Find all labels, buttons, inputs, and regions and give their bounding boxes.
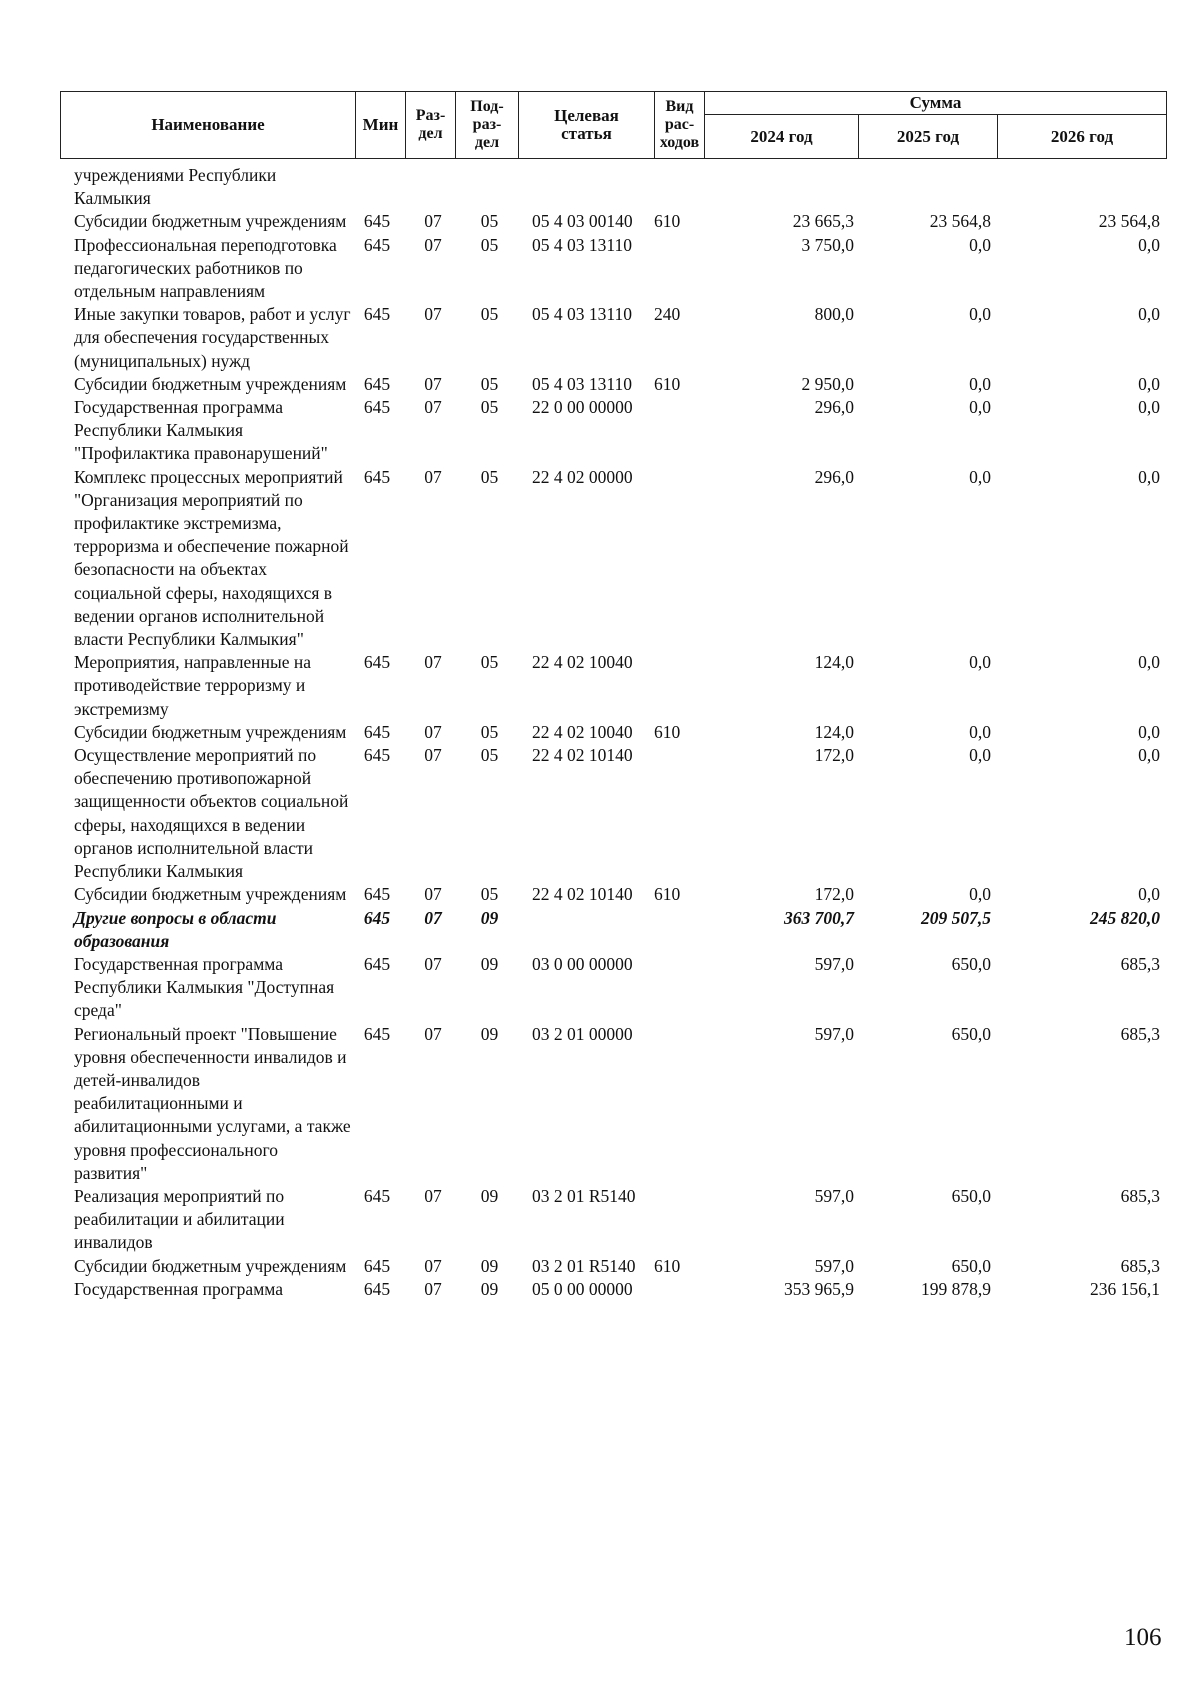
table-row — [60, 1185, 1166, 1255]
row-name: Субсидии бюджетным учреждениям — [74, 211, 347, 232]
header-razdel — [406, 92, 456, 159]
row-min: 645 — [363, 745, 391, 766]
row-razdel: 07 — [424, 234, 442, 255]
row-razdel: 07 — [424, 1023, 442, 1044]
row-sum-2026: 685,3 — [1120, 1023, 1160, 1044]
row-target-article: 03 2 01 R5140 — [532, 1255, 636, 1276]
row-expense-type — [654, 907, 704, 953]
row-min: 645 — [363, 1185, 391, 1206]
table-row — [60, 396, 1166, 466]
row-name: Профессиональная переподготовка педагогических работников по отдельным направлениям — [74, 234, 337, 302]
row-name: Субсидии бюджетным учреждениям — [74, 721, 347, 742]
row-expense-type: 610 — [654, 884, 681, 905]
row-expense-type — [654, 164, 704, 210]
row-podrazdel: 09 — [480, 953, 499, 974]
row-name: Субсидии бюджетным учреждениям — [74, 884, 347, 905]
row-podrazdel: 05 — [480, 211, 499, 232]
row-razdel: 07 — [424, 1255, 442, 1276]
row-razdel: 07 — [424, 373, 442, 394]
row-min: 645 — [363, 884, 391, 905]
row-expense-type — [654, 953, 704, 1023]
row-razdel: 07 — [424, 397, 442, 418]
row-name: Государственная программа — [74, 1278, 283, 1299]
row-podrazdel: 05 — [480, 397, 499, 418]
row-sum-2024: 2 950,0 — [801, 373, 854, 394]
row-razdel: 07 — [424, 1185, 442, 1206]
row-expense-type — [654, 651, 704, 721]
header-target-line2: статья — [561, 124, 612, 143]
row-target-article: 05 4 03 13110 — [532, 304, 632, 325]
row-min: 645 — [363, 907, 391, 928]
row-razdel: 07 — [424, 466, 442, 487]
table-row — [60, 907, 1166, 953]
table-row — [60, 953, 1166, 1023]
row-target-article: 03 2 01 R5140 — [532, 1185, 636, 1206]
row-expense-type — [654, 396, 704, 466]
row-sum-2025: 0,0 — [969, 745, 991, 766]
row-sum-2024: 172,0 — [814, 884, 854, 905]
row-sum-2025: 0,0 — [969, 304, 991, 325]
row-expense-type — [654, 1023, 704, 1185]
row-name: Другие вопросы в области образования — [74, 907, 277, 951]
row-sum-2025: 209 507,5 — [921, 907, 991, 928]
row-sum-2025: 650,0 — [951, 1255, 991, 1276]
row-sum-2025: 0,0 — [969, 234, 991, 255]
row-podrazdel: 05 — [480, 234, 499, 255]
row-podrazdel: 09 — [480, 1185, 499, 1206]
row-sum-2025: 0,0 — [969, 397, 991, 418]
row-sum-2025: 650,0 — [951, 1023, 991, 1044]
row-sum-2025: 23 564,8 — [929, 211, 991, 232]
row-sum-2026: 0,0 — [1138, 234, 1160, 255]
row-podrazdel: 05 — [480, 466, 499, 487]
row-min: 645 — [363, 211, 391, 232]
row-sum-2026: 0,0 — [1138, 745, 1160, 766]
row-expense-type: 240 — [654, 304, 681, 325]
row-min: 645 — [363, 234, 391, 255]
row-sum-2024: 23 665,3 — [792, 211, 854, 232]
header-podrazdel-line1: Под- — [470, 98, 504, 115]
row-sum-2025: 650,0 — [951, 1185, 991, 1206]
row-sum-2025: 199 878,9 — [921, 1278, 991, 1299]
row-sum-2026: 0,0 — [1138, 652, 1160, 673]
row-razdel — [405, 164, 455, 210]
table-row — [60, 164, 1166, 210]
table-row — [60, 466, 1166, 652]
row-name: Субсидии бюджетным учреждениям — [74, 373, 347, 394]
table-row — [60, 1278, 1166, 1301]
header-2026: 2026 год — [998, 115, 1167, 159]
row-sum-2026: 0,0 — [1138, 721, 1160, 742]
row-sum-2026: 685,3 — [1120, 953, 1160, 974]
row-name: Государственная программа Республики Калмыкия "Доступная среда" — [74, 953, 335, 1021]
row-expense-type — [654, 466, 704, 652]
row-razdel: 07 — [424, 652, 442, 673]
row-min: 645 — [363, 373, 391, 394]
row-min: 645 — [363, 652, 391, 673]
row-sum-2025 — [858, 164, 997, 210]
row-expense-type: 610 — [654, 1255, 681, 1276]
row-expense-type — [654, 1185, 704, 1255]
row-sum-2024: 3 750,0 — [801, 234, 854, 255]
row-name: Субсидии бюджетным учреждениям — [74, 1255, 347, 1276]
table-row — [60, 210, 1166, 233]
header-vid-line3: ходов — [659, 134, 700, 151]
header-razdel-line2: дел — [418, 125, 443, 142]
row-razdel: 07 — [424, 211, 442, 232]
header-podrazdel — [456, 92, 519, 159]
table-body — [60, 164, 1166, 1301]
header-2024: 2024 год — [705, 115, 859, 159]
row-podrazdel: 05 — [480, 745, 499, 766]
row-sum-2024: 353 965,9 — [784, 1278, 854, 1299]
row-sum-2024: 597,0 — [814, 1255, 854, 1276]
row-target-article: 22 4 02 10140 — [532, 745, 633, 766]
row-sum-2024: 296,0 — [814, 466, 854, 487]
row-name: Иные закупки товаров, работ и услуг для обеспечения государственных (муниципальных) нужд — [74, 304, 351, 371]
table-row — [60, 744, 1166, 883]
row-sum-2026: 0,0 — [1138, 466, 1160, 487]
row-sum-2025: 0,0 — [969, 373, 991, 394]
header-name: Наименование — [61, 92, 356, 159]
row-podrazdel: 09 — [480, 1023, 499, 1044]
row-sum-2026: 236 156,1 — [1090, 1278, 1160, 1299]
row-min: 645 — [363, 1255, 391, 1276]
row-expense-type: 610 — [654, 211, 681, 232]
row-sum-2024: 363 700,7 — [784, 907, 854, 928]
row-sum-2026: 0,0 — [1138, 884, 1160, 905]
row-sum-2024: 597,0 — [814, 1023, 854, 1044]
row-razdel: 07 — [424, 907, 442, 928]
header-target-line1: Целевая — [554, 106, 619, 125]
table-row — [60, 1255, 1166, 1278]
row-sum-2026: 0,0 — [1138, 304, 1160, 325]
header-podrazdel-line2: раз- — [472, 116, 502, 133]
row-target-article: 05 4 03 13110 — [532, 234, 632, 255]
row-min: 645 — [363, 1278, 391, 1299]
table-row — [60, 1023, 1166, 1185]
row-min — [355, 164, 405, 210]
row-target-article: 22 4 02 10040 — [532, 652, 633, 673]
header-vid — [655, 92, 705, 159]
header-2025: 2025 год — [859, 115, 998, 159]
header-podrazdel-line3: дел — [474, 134, 500, 151]
table-row — [60, 303, 1166, 373]
row-sum-2026: 245 820,0 — [1090, 907, 1160, 928]
row-sum-2026: 685,3 — [1120, 1185, 1160, 1206]
row-sum-2026: 0,0 — [1138, 373, 1160, 394]
row-expense-type: 610 — [654, 721, 681, 742]
page-number: 106 — [1124, 1624, 1162, 1651]
row-podrazdel — [455, 164, 518, 210]
row-expense-type — [654, 744, 704, 883]
row-name: Реализация мероприятий по реабилитации и абилитации инвалидов — [74, 1185, 285, 1253]
row-razdel: 07 — [424, 745, 442, 766]
table-row — [60, 234, 1166, 304]
row-target-article — [518, 164, 654, 210]
header-vid-line1: Вид — [665, 98, 694, 115]
row-expense-type — [654, 234, 704, 304]
row-razdel: 07 — [424, 721, 442, 742]
table-row — [60, 651, 1166, 721]
row-sum-2024: 172,0 — [814, 745, 854, 766]
row-min: 645 — [363, 397, 391, 418]
row-min: 645 — [363, 466, 391, 487]
row-sum-2024: 296,0 — [814, 397, 854, 418]
row-target-article: 03 2 01 00000 — [532, 1023, 633, 1044]
header-vid-line2: рас- — [664, 116, 695, 133]
row-podrazdel: 09 — [480, 907, 499, 928]
row-name: Государственная программа Республики Калмыкия "Профилактика правонарушений" — [74, 397, 328, 464]
row-sum-2025: 0,0 — [969, 652, 991, 673]
row-name: Комплекс процессных мероприятий "Организация мероприятий по профилактике экстремизма, терроризма и обеспечение пожарной безопасности на объектах социальной сферы, находящихся в ведении органов исполнительной власти Республики Калмыкия" — [74, 466, 349, 650]
row-sum-2026: 0,0 — [1138, 397, 1160, 418]
row-sum-2024: 124,0 — [814, 652, 854, 673]
row-podrazdel: 09 — [480, 1278, 499, 1299]
row-sum-2025: 0,0 — [969, 721, 991, 742]
header-razdel-line1: Раз- — [415, 107, 446, 124]
table-row — [60, 721, 1166, 744]
row-podrazdel: 05 — [480, 373, 499, 394]
row-sum-2026: 23 564,8 — [1098, 211, 1160, 232]
row-podrazdel: 05 — [480, 884, 499, 905]
row-target-article: 22 0 00 00000 — [532, 397, 633, 418]
row-name: Мероприятия, направленные на противодействие терроризму и экстремизму — [74, 652, 312, 719]
row-target-article: 05 4 03 13110 — [532, 373, 632, 394]
row-name: учреждениями Республики Калмыкия — [74, 165, 277, 209]
row-min: 645 — [363, 304, 391, 325]
table-header — [60, 91, 1167, 159]
row-target-article: 03 0 00 00000 — [532, 953, 633, 974]
header-target — [519, 92, 655, 159]
row-name: Региональный проект "Повышение уровня обеспеченности инвалидов и детей-инвалидов реабилитационными и абилитационными услугами, а также уровня профессионального развития" — [74, 1023, 351, 1183]
row-target-article: 22 4 02 00000 — [532, 466, 633, 487]
row-target-article: 22 4 02 10040 — [532, 721, 633, 742]
row-sum-2024: 124,0 — [814, 721, 854, 742]
row-sum-2024 — [704, 164, 858, 210]
row-sum-2026: 685,3 — [1120, 1255, 1160, 1276]
header-summa: Сумма — [705, 92, 1167, 115]
row-target-article: 05 0 00 00000 — [532, 1278, 633, 1299]
row-razdel: 07 — [424, 1278, 442, 1299]
row-target-article: 05 4 03 00140 — [532, 211, 633, 232]
row-min: 645 — [363, 953, 391, 974]
row-sum-2026 — [997, 164, 1166, 210]
row-expense-type: 610 — [654, 373, 681, 394]
row-sum-2025: 650,0 — [951, 953, 991, 974]
row-podrazdel: 05 — [480, 304, 499, 325]
row-razdel: 07 — [424, 884, 442, 905]
row-min: 645 — [363, 1023, 391, 1044]
row-target-article — [518, 907, 654, 953]
table-row — [60, 373, 1166, 396]
row-razdel: 07 — [424, 953, 442, 974]
table-row — [60, 883, 1166, 906]
row-razdel: 07 — [424, 304, 442, 325]
row-podrazdel: 05 — [480, 652, 499, 673]
row-sum-2024: 597,0 — [814, 1185, 854, 1206]
row-name: Осуществление мероприятий по обеспечению противопожарной защищенности объектов социальной сферы, находящихся в ведении органов исполнительной власти Республики Калмыкия — [74, 745, 349, 882]
row-sum-2024: 800,0 — [814, 304, 854, 325]
row-sum-2025: 0,0 — [969, 884, 991, 905]
row-sum-2025: 0,0 — [969, 466, 991, 487]
header-min: Мин — [356, 92, 406, 159]
row-podrazdel: 09 — [480, 1255, 499, 1276]
row-target-article: 22 4 02 10140 — [532, 884, 633, 905]
row-sum-2024: 597,0 — [814, 953, 854, 974]
row-expense-type — [654, 1278, 704, 1301]
row-min: 645 — [363, 721, 391, 742]
row-podrazdel: 05 — [480, 721, 499, 742]
